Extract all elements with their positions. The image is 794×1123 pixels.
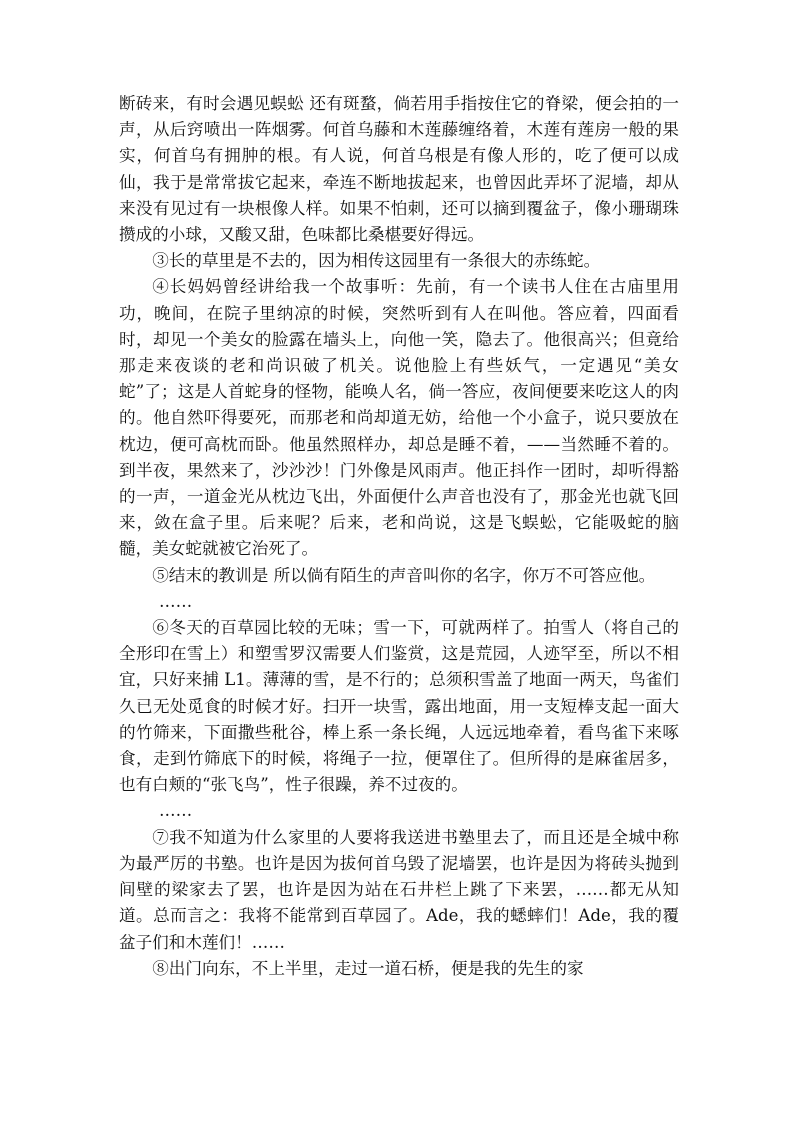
paragraph-6: ⑥冬天的百草园比较的无味；雪一下，可就两样了。拍雪人（将自己的全形印在雪上）和塑雪罗汉需要人们鉴赏，这是荒园，人迹罕至，所以不相宜，只好来捕 L1。薄薄的雪，是不行的；总须积雪盖了地面一两天，鸟雀们久已无处觅食的时候才好。扫开一块雪，露出地面，用一支短棒支起一面大的竹筛来，下面撒些秕谷，棒上系一条长绳，人远远地牵着，看鸟雀下来啄食，走到竹筛底下的时候，将绳子一拉，便罩住了。但所得的是麻雀居多，也有白颊的“张飞鸟”，性子很躁，养不过夜的。 <box>119 618 679 795</box>
paragraph-5: ⑤结末的教训是 所以倘有陌生的声音叫你的名字，你万不可答应他。 <box>152 565 656 585</box>
ellipsis-separator: …… <box>159 591 193 611</box>
paragraph-8: ⑧出门向东，不上半里，走过一道石桥，便是我的先生的家 <box>152 958 584 978</box>
paragraph-4: ④长妈妈曾经讲给我一个故事听：先前，有一个读书人住在古庙里用功，晚间，在院子里纳凉的时候，突然听到有人在叫他。答应着，四面看时，却见一个美女的脸露在墙头上，向他一笑，隐去了。他很高兴；但竟给那走来夜谈的老和尚识破了机关。说他脸上有些妖气，一定遇见“美女蛇”了；这是人首蛇身的怪物，能唤人名，倘一答应，夜间便要来吃这人的肉的。他自然吓得要死，而那老和尚却道无妨，给他一个小盒子，说只要放在枕边，便可高枕而卧。他虽然照样办，却总是睡不着，——当然睡不着的。到半夜，果然来了，沙沙沙！门外像是风雨声。他正抖作一团时，却听得豁的一声，一道金光从枕边飞出，外面便什么声音也没有了，那金光也就飞回来，敛在盒子里。后来呢？后来，老和尚说，这是飞蜈蚣，它能吸蛇的脑髓，美女蛇就被它治死了。 <box>119 277 679 559</box>
ellipsis-separator: …… <box>159 801 193 821</box>
document-page <box>119 91 679 982</box>
paragraph-1: 断砖来，有时会遇见蜈蚣 还有斑蝥，倘若用手指按住它的脊梁，便会拍的一声，从后窍喷出一阵烟雾。何首乌藤和木莲藤缠络着，木莲有莲房一般的果实，何首乌有拥肿的根。有人说，何首乌根是有像人形的，吃了便可以成仙，我于是常常拔它起来，牵连不断地拔起来，也曾因此弄坏了泥墙，却从来没有见过有一块根像人样。如果不怕刺，还可以摘到覆盆子，像小珊瑚珠攒成的小球，又酸又甜，色味都比桑椹要好得远。 <box>119 94 679 245</box>
paragraph-3: ③长的草里是不去的，因为相传这园里有一条很大的赤练蛇。 <box>152 251 601 271</box>
paragraph-7: ⑦我不知道为什么家里的人要将我送进书塾里去了，而且还是全城中称为最严厉的书塾。也许是因为拔何首乌毁了泥墙罢，也许是因为将砖头抛到间壁的梁家去了罢，也许是因为站在石井栏上跳了下来罢，……都无从知道。总而言之：我将不能常到百草园了。Ade，我的蟋蟀们！Ade，我的覆盆子们和木莲们！…… <box>119 827 679 952</box>
